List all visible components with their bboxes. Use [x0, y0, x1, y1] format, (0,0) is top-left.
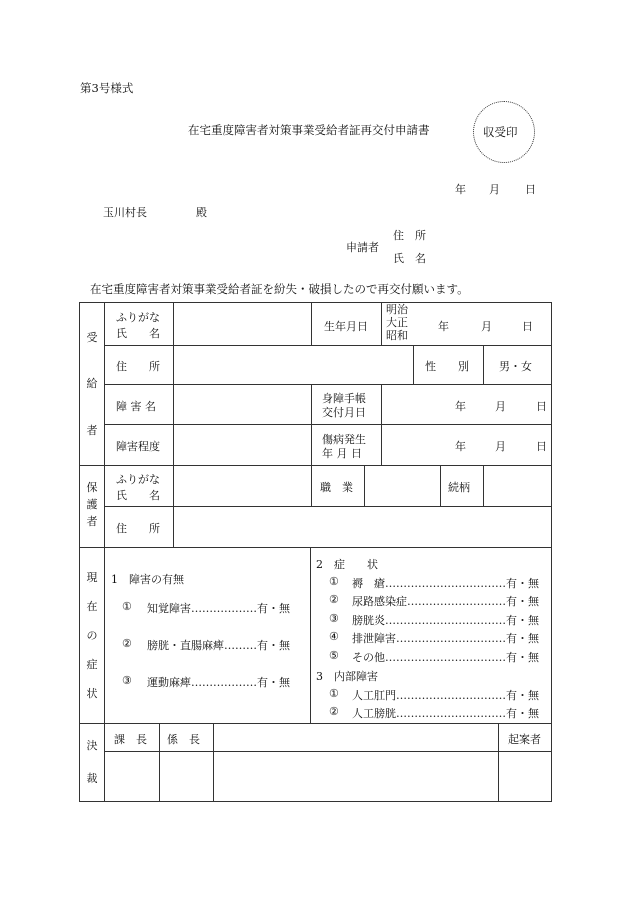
birth-date-label: 生年月日	[324, 320, 368, 333]
handbook-day: 日	[536, 400, 547, 413]
section-chief-label: 課 長	[114, 733, 147, 746]
subsection-chief-seal[interactable]	[160, 752, 213, 801]
symptoms-section-label-4: 症	[86, 658, 98, 671]
subsection-chief-label: 係 長	[167, 733, 200, 746]
approval-section-label-1: 決	[86, 739, 98, 752]
guardian-section-label-3: 者	[86, 515, 98, 528]
right-item-num: ②	[329, 593, 339, 606]
occupation-field[interactable]	[365, 466, 440, 506]
form-number: 第3号様式	[80, 81, 134, 95]
recipient-section-label-2: 給	[86, 377, 98, 390]
receipt-stamp-label: 収受印	[483, 125, 518, 139]
relation-field[interactable]	[484, 466, 551, 506]
internal-disability-heading: 3 内部障害	[316, 670, 378, 683]
right-item-pressure-sore[interactable]: 褥 瘡……………………………有・無	[352, 577, 539, 590]
left-item-bladder[interactable]: 膀胱・直腸麻痺………有・無	[147, 639, 290, 652]
symptoms-section-label-5: 状	[86, 687, 98, 700]
relation-label: 続柄	[448, 481, 470, 494]
occupation-label: 職 業	[320, 481, 353, 494]
statement: 在宅重度障害者対策事業受給者証を紛失・破損したので再交付願います。	[90, 282, 469, 296]
guardian-address-field[interactable]	[174, 507, 551, 547]
right-item-other[interactable]: その他……………………………有・無	[352, 651, 539, 664]
approval-section-label-2: 裁	[86, 772, 98, 785]
right-item-num: ⑤	[329, 649, 339, 662]
addressee: 玉川村長	[103, 206, 147, 219]
recipient-name-label: 氏 名	[116, 327, 160, 340]
approval-blank-area[interactable]	[214, 752, 498, 801]
left-item-num: ②	[122, 637, 132, 650]
right-item-urostomy[interactable]: 人工膀胱…………………………有・無	[352, 707, 539, 720]
era-taisho: 大正	[386, 316, 408, 329]
handbook-month: 月	[495, 400, 506, 413]
applicant-name-label: 氏 名	[393, 252, 426, 265]
right-item-num: ①	[329, 687, 339, 700]
injury-month: 月	[495, 440, 506, 453]
injury-day: 日	[536, 440, 547, 453]
handbook-year: 年	[455, 400, 466, 413]
disability-name-label: 障 害 名	[116, 400, 156, 413]
era-showa: 昭和	[386, 329, 408, 342]
date-year: 年	[455, 183, 466, 196]
sex-label: 性 別	[425, 360, 469, 373]
recipient-section-label-1: 受	[86, 331, 98, 344]
handbook-label-1: 身障手帳	[322, 392, 366, 405]
honorific: 殿	[196, 206, 207, 219]
injury-year: 年	[455, 440, 466, 453]
era-meiji: 明治	[386, 303, 408, 316]
recipient-section-label-3: 者	[86, 424, 98, 437]
recipient-furigana-label: ふりがな	[116, 311, 160, 324]
right-item-cystitis[interactable]: 膀胱炎……………………………有・無	[352, 614, 539, 627]
injury-label-1: 傷病発生	[322, 433, 366, 446]
right-item-uti[interactable]: 尿路感染症………………………有・無	[352, 595, 539, 608]
symptoms-heading: 2 症 状	[316, 558, 378, 571]
symptoms-section-label-1: 現	[86, 571, 98, 584]
guardian-section-label-2: 護	[86, 498, 98, 511]
symptoms-section-label-3: の	[86, 629, 98, 642]
recipient-address-label: 住 所	[116, 360, 160, 373]
injury-label-2: 年 月 日	[322, 447, 362, 460]
drafter-label: 起案者	[508, 733, 541, 746]
left-item-num: ①	[122, 600, 132, 613]
guardian-furigana-label: ふりがな	[116, 473, 160, 486]
right-item-num: ③	[329, 612, 339, 625]
applicant-label: 申請者	[346, 241, 379, 254]
left-item-motor[interactable]: 運動麻痺………………有・無	[147, 676, 290, 689]
disability-degree-field[interactable]	[174, 425, 311, 465]
birth-month: 月	[481, 320, 492, 333]
birth-day: 日	[522, 320, 533, 333]
right-item-ostomy[interactable]: 人工肛門…………………………有・無	[352, 689, 539, 702]
guardian-name-label: 氏 名	[116, 489, 160, 502]
disability-degree-label: 障害程度	[116, 440, 160, 453]
guardian-section-label-1: 保	[86, 481, 98, 494]
drafter-seal[interactable]	[499, 752, 551, 801]
page-title: 在宅重度障害者対策事業受給者証再交付申請書	[188, 123, 430, 137]
recipient-address-field[interactable]	[174, 346, 413, 384]
symptoms-section-label-2: 在	[86, 600, 98, 613]
section-chief-seal[interactable]	[105, 752, 159, 801]
date-month: 月	[489, 183, 500, 196]
birth-year: 年	[438, 320, 449, 333]
right-item-num: ①	[329, 575, 339, 588]
recipient-name-field[interactable]	[174, 303, 311, 345]
right-item-num: ④	[329, 630, 339, 643]
date-day: 日	[525, 183, 536, 196]
left-item-sensory[interactable]: 知覚障害………………有・無	[147, 602, 290, 615]
handbook-label-2: 交付月日	[322, 406, 366, 419]
guardian-address-label: 住 所	[116, 522, 160, 535]
guardian-name-field[interactable]	[174, 466, 311, 506]
right-item-num: ②	[329, 705, 339, 718]
sex-value[interactable]: 男・女	[499, 360, 532, 373]
disability-name-field[interactable]	[174, 385, 311, 424]
right-item-excretion[interactable]: 排泄障害…………………………有・無	[352, 632, 539, 645]
applicant-address-label: 住 所	[393, 229, 426, 242]
disability-presence-heading: 1 障害の有無	[111, 573, 184, 586]
left-item-num: ③	[122, 674, 132, 687]
